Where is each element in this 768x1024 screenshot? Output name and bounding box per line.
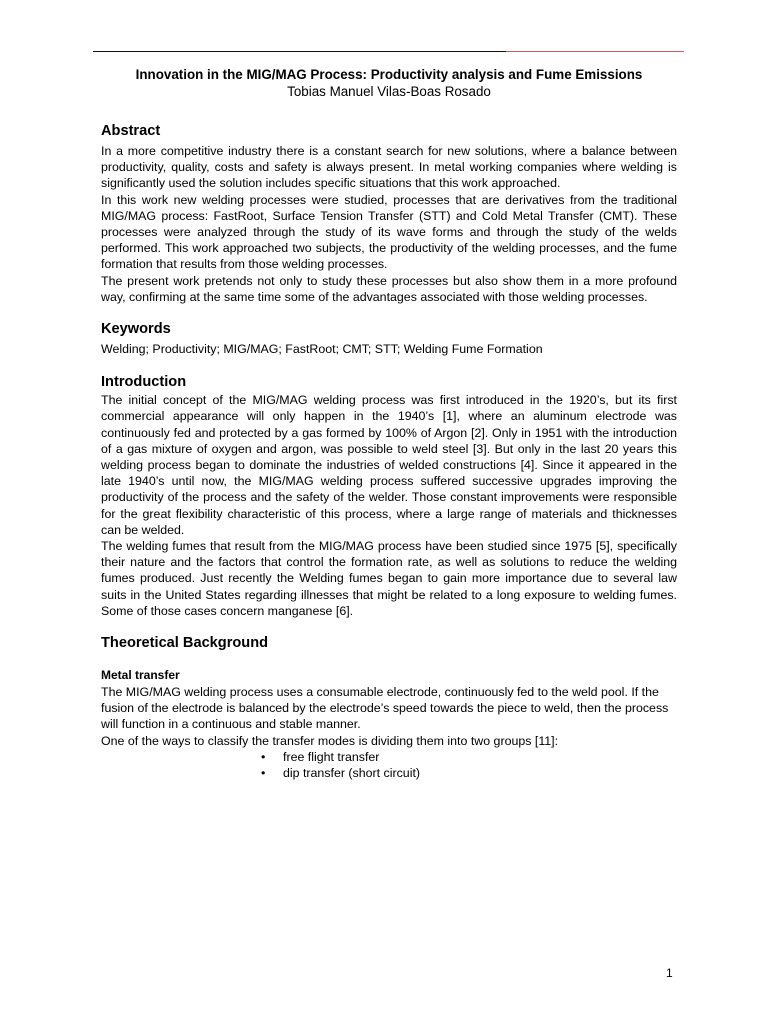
header-rule [93,51,506,52]
metal-transfer-paragraph: The MIG/MAG welding process uses a consumable electrode, continuously fed to the weld pool. If the fusion of the electrode is balanced by the electrode’s speed towards the piece to weld, then the process will function in a continuous and stable manner. [101,685,669,732]
page-number: 1 [666,966,673,980]
theoretical-background-heading: Theoretical Background [101,635,269,652]
introduction-heading: Introduction [101,374,187,391]
keywords-heading: Keywords [101,321,171,338]
bullet-icon: • [261,766,266,781]
abstract-heading: Abstract [101,123,161,139]
abstract-paragraph: In a more competitive industry there is a constant search for new solutions, where a balance between productivity, quality, costs and safety is always present. In metal working companies where welding is significantly used the solution includes specific situations that this work approached. [101,144,677,191]
paper-author: Tobias Manuel Vilas-Boas Rosado [287,84,491,99]
paper-title: Innovation in the MIG/MAG Process: Productivity analysis and Fume Emissions [135,67,643,82]
abstract-paragraph: In this work new welding processes were studied, processes that are derivatives from the traditional MIG/MAG process: FastRoot, Surface Tension Transfer (STT) and Cold Metal Transfer (CMT). These processes were analyzed through the study of its wave forms and through the study of the welds performed. This work approached two subjects, the productivity of the welding processes, and the fume formation that results from those welding processes. [101,192,677,272]
header-rule-accent [506,51,684,52]
abstract-paragraph: The present work pretends not only to study these processes but also show them in a more profound way, confirming at the same time some of the advantages associated with those welding processes. [101,273,677,304]
paper-body [101,66,677,781]
bullet-icon: • [261,749,266,764]
list-item [261,749,677,765]
transfer-modes-list [101,749,677,781]
list-item-text: free flight transfer [283,749,380,764]
keywords-text: Welding; Productivity; MIG/MAG; FastRoot; CMT; STT; Welding Fume Formation [101,342,543,357]
metal-transfer-paragraph: One of the ways to classify the transfer modes is dividing them into two groups [11]: [101,733,559,748]
introduction-paragraph: The welding fumes that result from the MIG/MAG process have been studied since 1975 [5], specifically their nature and the factors that control the formation rate, as well as solutions to reduce the welding fumes produced. Just recently the Welding fumes began to gain more importance due to several law suits in the United States regarding illnesses that might be related to a long exposure to welding fumes. Some of those cases concern manganese [6]. [101,539,677,618]
list-item-text: dip transfer (short circuit) [283,766,421,781]
list-item [261,765,677,781]
introduction-paragraph: The initial concept of the MIG/MAG welding process was first introduced in the 1920’s, but its first commercial appearance will only happen in the 1940’s [1], where an aluminum electrode was continuously fed and protected by a gas formed by 100% of Argon [2]. Only in 1951 with the introduction of a gas mixture of oxygen and argon, was possible to weld steel [3]. But only in the last 20 years this welding process began to dominate the industries of welded constructions [4]. Since it appeared in the late 1940’s until now, the MIG/MAG welding process suffered successive upgrades improving the productivity of the process and the safety of the welder. Those constant improvements were responsible for the great flexibility characteristic of this process, where a large range of materials and thicknesses can be welded. [101,393,677,537]
metal-transfer-heading: Metal transfer [101,668,180,683]
